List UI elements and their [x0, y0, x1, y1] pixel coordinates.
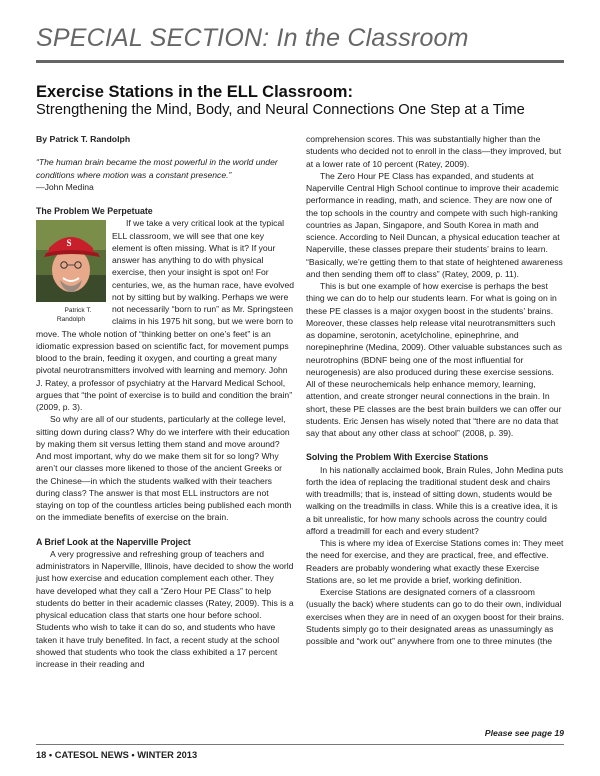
paragraph-1	[36, 217, 294, 413]
header-rule	[36, 60, 564, 63]
paragraph-1-text: If we take a very critical look at the typical ELL classroom, we will see that one key element is often missing. What is it? If your answer has anything to do with physical exercise, then your insight is spot on! For centuries, we, as the human race, have evolved not by sitting but by walking. Perhaps we were not necessarily “born to run” as Mr. Springsteen claims in his 1975 hit song, but we were born to move. The whole notion of “thinking better on one’s feet” is an idiomatic expression based on scientific fact, for movement pumps blood to the brain, feeding it oxygen, and courting a great many pivotal neurotransmitters involved with learning and memory. John J. Ratey, a professor of psychiatry at the Harvard Medical School, argues that “the point of exercise is to build and condition the brain” (2009, p. 3).	[36, 218, 295, 412]
right-column	[306, 133, 564, 647]
photo-caption: Patrick T. Randolph	[56, 307, 92, 324]
heading-problem: The Problem We Perpetuate	[36, 206, 153, 216]
paragraph-8: This is where my idea of Exercise Stations comes in: They meet the need for exercise, and they are practical, free, and effective. Readers are probably wondering what exactly these Exercise Stations are, so let me provide a brief, working definition.	[306, 538, 564, 585]
paragraph-2: So why are all of our students, particularly at the college level, sitting down during class? Why do we interfere with their education by making them sit versus letting them stand and move around? And most important, why do we make them sit for so long? Why aren’t our classes more likened to those of the ancient Greeks or the Chinese—in which the students walked with their teachers during class? The answer is that most ELL instructors are not staying on top of the countless articles being published each month on the immediate benefits of exercise on the brain.	[36, 414, 292, 523]
paragraph-7: In his nationally acclaimed book, Brain Rules, John Medina puts forth the idea of replacing the traditional student desk and chairs with treadmills; that is, instead of sitting down, students would be walking on the treadmills in class. While this is a creative idea, it is a bit unrealistic, for how many schools across the country could afford a treadmill for each and every student?	[306, 464, 564, 536]
byline: By Patrick T. Randolph	[36, 134, 131, 144]
paragraph-3: A very progressive and refreshing group of teachers and administrators in Naperville, Illinois, have decided to show the world just how exercise and education complement each other. They have developed what they call a “Zero Hour PE Class” to help students do better in their academic classes (Ratey, 2009). This is a physical education class that starts one hour before school. Students who wish to take it can do so, and students who have taken it have truly benefited. In fact, a recent study at the school showed that students who took the class exhibited a 17 percent increase in their reading and	[36, 548, 294, 669]
heading-naperville: A Brief Look at the Naperville Project	[36, 536, 191, 547]
article-subtitle: Strengthening the Mind, Body, and Neural Connections One Step at a Time	[36, 102, 525, 118]
heading-solving: Solving the Problem With Exercise Stations	[306, 452, 489, 463]
author-portrait-image	[36, 220, 106, 302]
author-photo	[36, 220, 106, 324]
paragraph-6: This is but one example of how exercise is perhaps the best thing we can do to help our students learn. For what is going on in these PE classes is a major oxygen boost in the students’ brains. Moreover, these classes help release vital neurotransmitters such as dopamine, serotonin, acetylcholine, epinephrine, and norepinephrine (Medina, 2009). Other valuable substances such as neurotrophins (BDNF being one of the most influential for neurogenesis) are also produced during these exercise sessions. All of these neurochemicals help enhance memory, learning, attention, and create stronger neural connections in the brain. In short, these PE classes are the best brain builders we can offer our students. Eric Jensen has wisely noted that “there are no data that say that about any other class at school” (2008, p. 39).	[306, 281, 563, 438]
paragraph-5: The Zero Hour PE Class has expanded, and students at Naperville Central High School continue to improve their academic performance in reading, math, and science. They are now one of the top schools in the country and compete with such high-ranking countries as Japan, Singapore, and South Korea in math and science. According to Neil Duncan, a physical education teacher at Naperville, these classes prepare their students’ brains to learn. “Basically, we’re getting them to that state of heightened awareness and then sending them off to class” (Ratey, 2009, p. 11).	[306, 170, 563, 279]
footer-rule	[36, 744, 564, 745]
paragraph-9: Exercise Stations are designated corners of a classroom (usually the back) where students can go to do their own, individual exercises when they are in need of an oxygen boost for their brains. Students simply go to their designated areas as unassumingly as possible and “work out” anywhere from one to three minutes (the	[306, 587, 564, 646]
epigraph-attribution: —John Medina	[36, 181, 94, 192]
page-footer: 18 • CATESOL NEWS • WINTER 2013	[36, 750, 198, 760]
epigraph-quote: “The human brain became the most powerful in the world under conditions where motion was a constant presence.”	[36, 157, 278, 180]
svg-text:S: S	[66, 238, 72, 249]
continued-notice: Please see page 19	[484, 728, 564, 738]
section-header: SPECIAL SECTION: In the Classroom	[36, 24, 469, 52]
left-column	[36, 133, 294, 670]
article-title: Exercise Stations in the ELL Classroom:	[36, 83, 353, 101]
paragraph-4: comprehension scores. This was substantially higher than the students who decided not to enroll in the class—they improved, but at a lower rate of 10 percent (Ratey, 2009).	[306, 134, 562, 169]
